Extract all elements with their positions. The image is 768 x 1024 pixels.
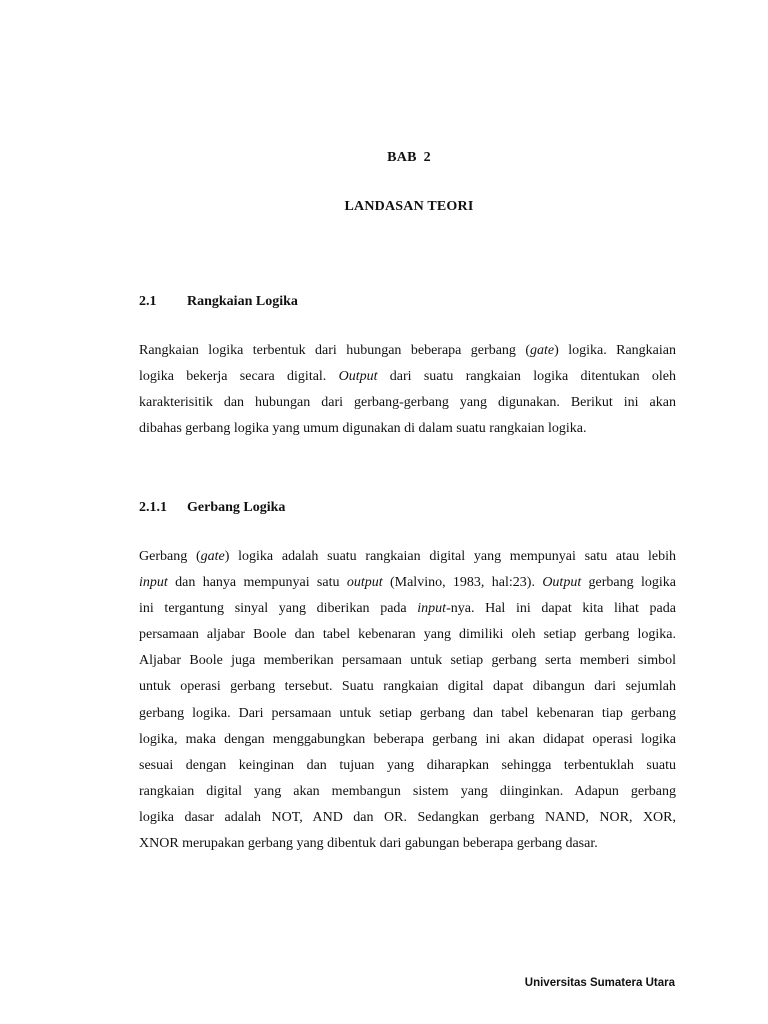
text-line: XNOR merupakan gerbang yang dibentuk dari gabungan beberapa gerbang dasar. [139,836,598,852]
text-line: dibahas gerbang logika yang umum digunakan di dalam suatu rangkaian logika. [139,421,587,437]
text-line: karakterisitik dan hubungan dari gerbang-gerbang yang digunakan. Berikut ini akan [139,395,676,411]
footer-institution: Universitas Sumatera Utara [524,977,675,989]
text-line: logika, maka dengan menggabungkan beberapa gerbang ini akan didapat operasi logika [139,731,676,747]
chapter-label: BAB 2 [387,150,431,165]
italic-term: input [417,601,447,617]
text-line: Aljabar Boole juga memberikan persamaan untuk setiap gerbang serta memberi simbol [139,653,676,669]
italic-term: Output [542,575,582,591]
text-line: rangkaian digital yang akan membangun sistem yang diinginkan. Adapun gerbang [139,783,676,799]
paragraph-rangkaian-logika [139,338,676,442]
italic-term: output [346,575,383,591]
section-title: Rangkaian Logika [187,294,298,309]
italic-term: Output [338,369,378,385]
section-heading-2-1 [139,294,298,310]
section-number: 2.1 [139,294,157,309]
section-number: 2.1.1 [139,500,167,515]
paragraph-gerbang-logika [139,544,676,857]
chapter-title: LANDASAN TEORI [344,199,474,214]
text-line: logika dasar adalah NOT, AND dan OR. Sedangkan gerbang NAND, NOR, XOR, [139,809,676,825]
italic-term: input [139,575,168,591]
italic-term: gate [530,343,555,358]
italic-term: gate [200,549,225,564]
text-line: persamaan aljabar Boole dan tabel kebenaran yang dimiliki oleh setiap gerbang logika. [139,627,676,643]
text-line: ini tergantung sinyal yang diberikan pada input-nya. Hal ini dapat kita lihat pada [139,601,676,617]
text-line: Rangkaian logika terbentuk dari hubungan beberapa gerbang (gate) logika. Rangkaian [139,343,676,358]
text-line: Gerbang (gate) logika adalah suatu rangkaian digital yang mempunyai satu atau lebih [139,549,676,564]
text-line: gerbang logika. Dari persamaan untuk setiap gerbang dan tabel kebenaran tiap gerbang [139,705,676,721]
text-line: sesuai dengan keinginan dan tujuan yang diharapkan sehingga terbentuklah suatu [139,757,676,773]
text-line: untuk operasi gerbang tersebut. Suatu rangkaian digital dapat dibangun dari sejumlah [139,679,676,695]
text-line: input dan hanya mempunyai satu output (Malvino, 1983, hal:23). Output gerbang logika [139,575,676,591]
section-heading-2-1-1 [139,500,285,516]
text-line: logika bekerja secara digital. Output dari suatu rangkaian logika ditentukan oleh [139,369,676,385]
section-title: Gerbang Logika [187,500,286,515]
